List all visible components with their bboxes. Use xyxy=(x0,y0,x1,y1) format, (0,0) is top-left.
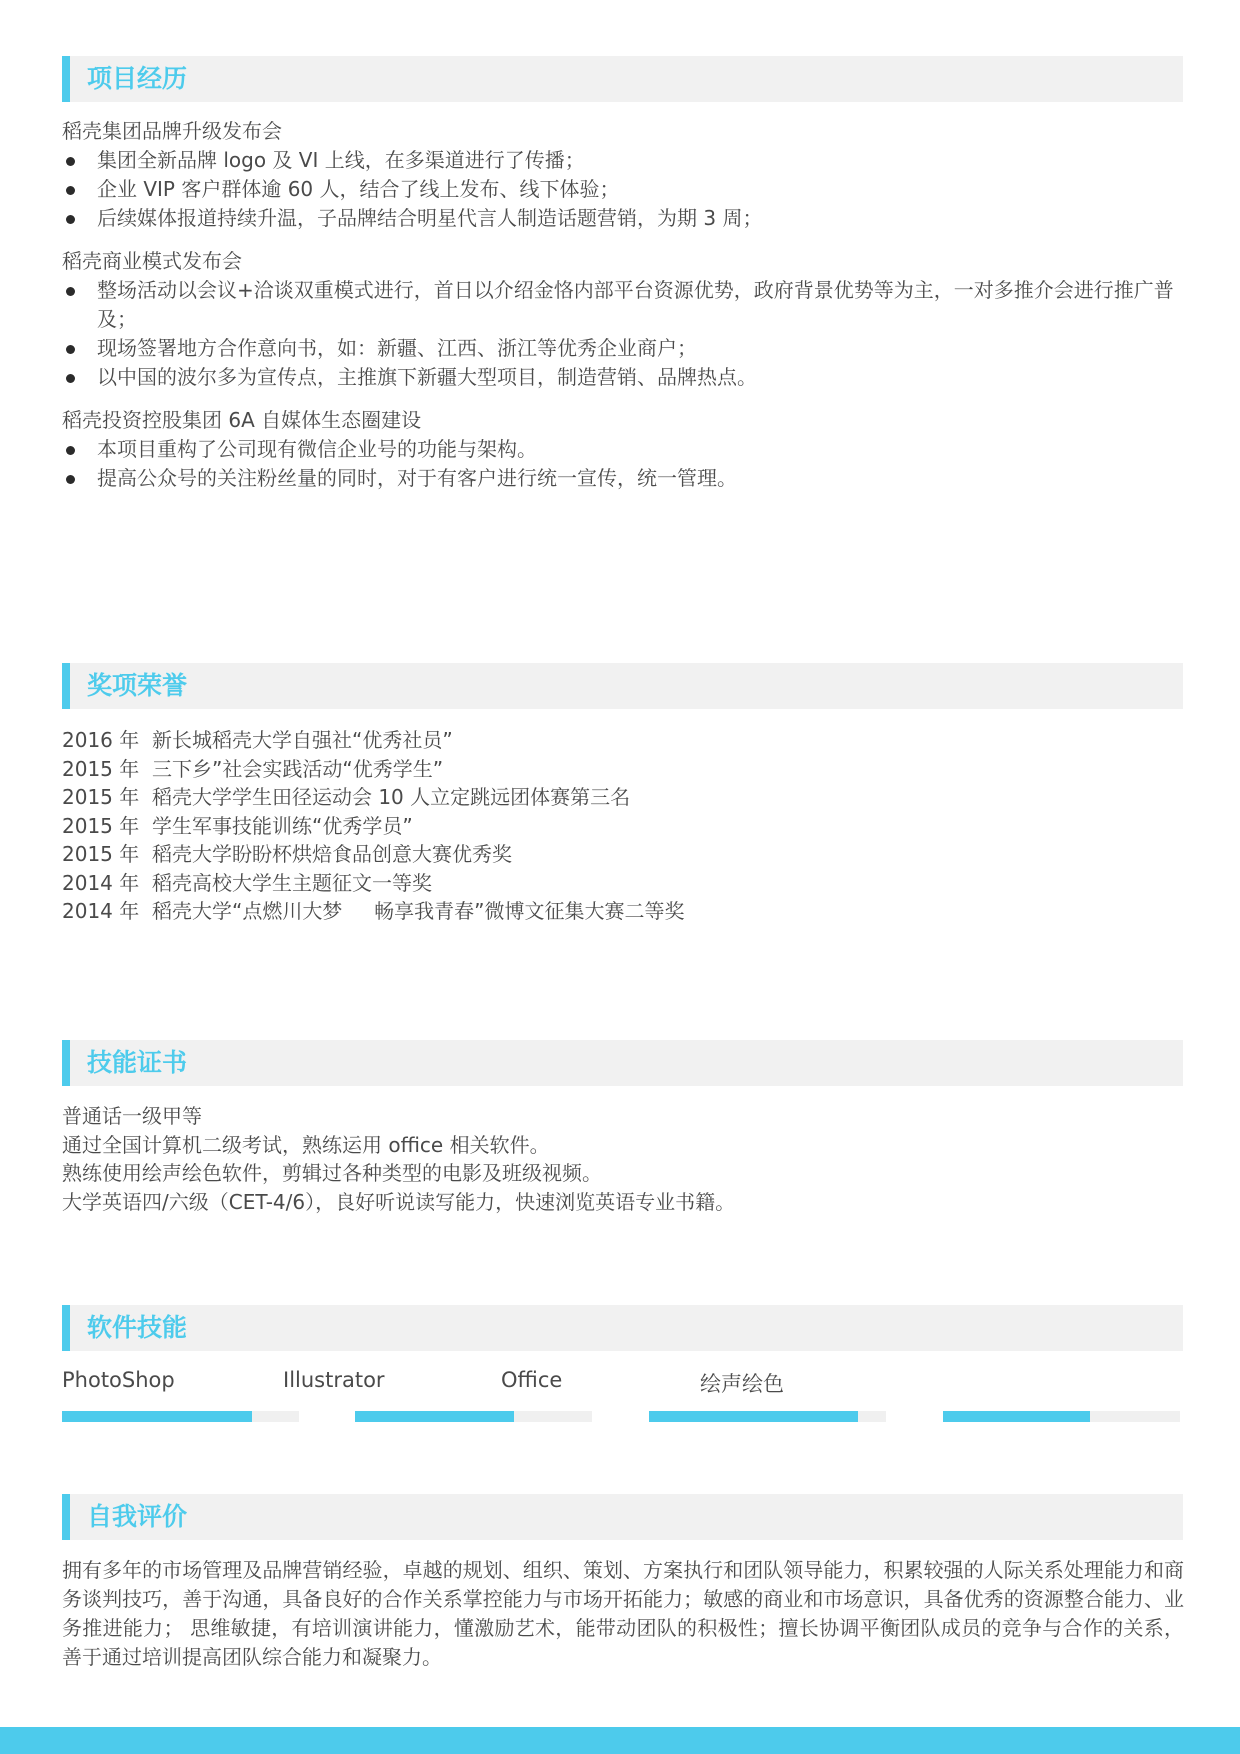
certs-list xyxy=(62,1102,1183,1216)
awards-list xyxy=(62,726,1183,926)
skill-label-illustrator: Illustrator xyxy=(283,1368,385,1392)
award-item: 2015 年 三下乡”社会实践活动“优秀学生” xyxy=(62,756,444,781)
award-item: 2015 年 稻壳大学学生田径运动会 10 人立定跳远团体赛第三名 xyxy=(62,785,631,809)
skill-bar-track xyxy=(355,1411,592,1422)
cert-item: 大学英语四/六级（CET-4/6），良好听说读写能力，快速浏览英语专业书籍。 xyxy=(62,1189,736,1214)
award-item: 2015 年 学生军事技能训练“优秀学员” xyxy=(62,813,413,838)
section-header-projects xyxy=(62,56,1183,102)
skill-bar-fill xyxy=(355,1411,514,1422)
project-bullet: 以中国的波尔多为宣传点，主推旗下新疆大型项目，制造营销、品牌热点。 xyxy=(62,363,1183,392)
section-header-awards xyxy=(62,663,1183,709)
project-title: 稻壳商业模式发布会 xyxy=(62,249,242,273)
project-bullet: 集团全新品牌 logo 及 VI 上线，在多渠道进行了传播； xyxy=(62,146,1183,175)
skill-bar-fill xyxy=(943,1411,1090,1422)
skill-label-office: Office xyxy=(501,1368,563,1392)
project-item xyxy=(62,406,1183,493)
project-title: 稻壳投资控股集团 6A 自媒体生态圈建设 xyxy=(62,408,422,432)
skill-label-photoshop: PhotoShop xyxy=(62,1368,175,1392)
projects-list xyxy=(62,117,1183,507)
project-bullet: 后续媒体报道持续升温，子品牌结合明星代言人制造话题营销，为期 3 周； xyxy=(62,204,1183,233)
section-header-evaluation xyxy=(62,1494,1183,1540)
skill-bar-fill xyxy=(649,1411,858,1422)
award-item: 2016 年 新长城稻壳大学自强社“优秀社员” xyxy=(62,728,453,752)
section-title: 项目经历 xyxy=(87,64,188,93)
skill-bar-track xyxy=(943,1411,1180,1422)
award-item: 2014 年 稻壳大学“点燃川大梦 畅享我青春”微博文征集大赛二等奖 xyxy=(62,899,685,923)
section-title: 技能证书 xyxy=(87,1048,188,1077)
skill-bar-track xyxy=(649,1411,886,1422)
cert-item: 通过全国计算机二级考试，熟练运用 office 相关软件。 xyxy=(62,1132,550,1157)
project-bullet: 本项目重构了公司现有微信企业号的功能与架构。 xyxy=(62,435,1183,464)
award-item: 2015 年 稻壳大学盼盼杯烘焙食品创意大赛优秀奖 xyxy=(62,842,512,866)
award-item: 2014 年 稻壳高校大学生主题征文一等奖 xyxy=(62,870,432,895)
cert-item: 熟练使用绘声绘色软件，剪辑过各种类型的电影及班级视频。 xyxy=(62,1161,602,1185)
section-title: 自我评价 xyxy=(87,1502,188,1531)
skill-label-huishenghuise: 绘声绘色 xyxy=(700,1372,784,1396)
section-header-software xyxy=(62,1305,1183,1351)
section-title: 软件技能 xyxy=(87,1313,188,1342)
section-title: 奖项荣誉 xyxy=(87,671,188,700)
footer-accent-bar xyxy=(0,1727,1240,1754)
self-evaluation-text: 拥有多年的市场管理及品牌营销经验，卓越的规划、组织、策划、方案执行和团队领导能力，积累较强的人际关系处理能力和商务谈判技巧，善于沟通，具备良好的合作关系掌控能力与市场开拓能力；敏感的商业和市场意识，具备优秀的资源整合能力、业务推进能力； 思维敏捷，有培训演讲能力，懂激励艺术，能带动团队的积极性；擅长协调平衡团队成员的竞争与合作的关系，善于通过培训提高团队综合能力和凝聚力。 xyxy=(62,1558,1184,1669)
section-header-certs xyxy=(62,1040,1183,1086)
project-item xyxy=(62,117,1183,233)
project-bullet: 企业 VIP 客户群体逾 60 人，结合了线上发布、线下体验； xyxy=(62,175,1183,204)
project-item xyxy=(62,247,1183,392)
project-bullet: 现场签署地方合作意向书，如：新疆、江西、浙江等优秀企业商户； xyxy=(62,334,1183,363)
project-title: 稻壳集团品牌升级发布会 xyxy=(62,119,282,143)
skill-bar-fill xyxy=(62,1411,252,1422)
cert-item: 普通话一级甲等 xyxy=(62,1104,202,1128)
project-bullet: 提高公众号的关注粉丝量的同时，对于有客户进行统一宣传，统一管理。 xyxy=(62,464,1183,493)
project-bullet: 整场活动以会议+洽谈双重模式进行，首日以介绍金恪内部平台资源优势，政府背景优势等为主，一对多推介会进行推广普及； xyxy=(62,276,1183,334)
skill-bar-track xyxy=(62,1411,299,1422)
